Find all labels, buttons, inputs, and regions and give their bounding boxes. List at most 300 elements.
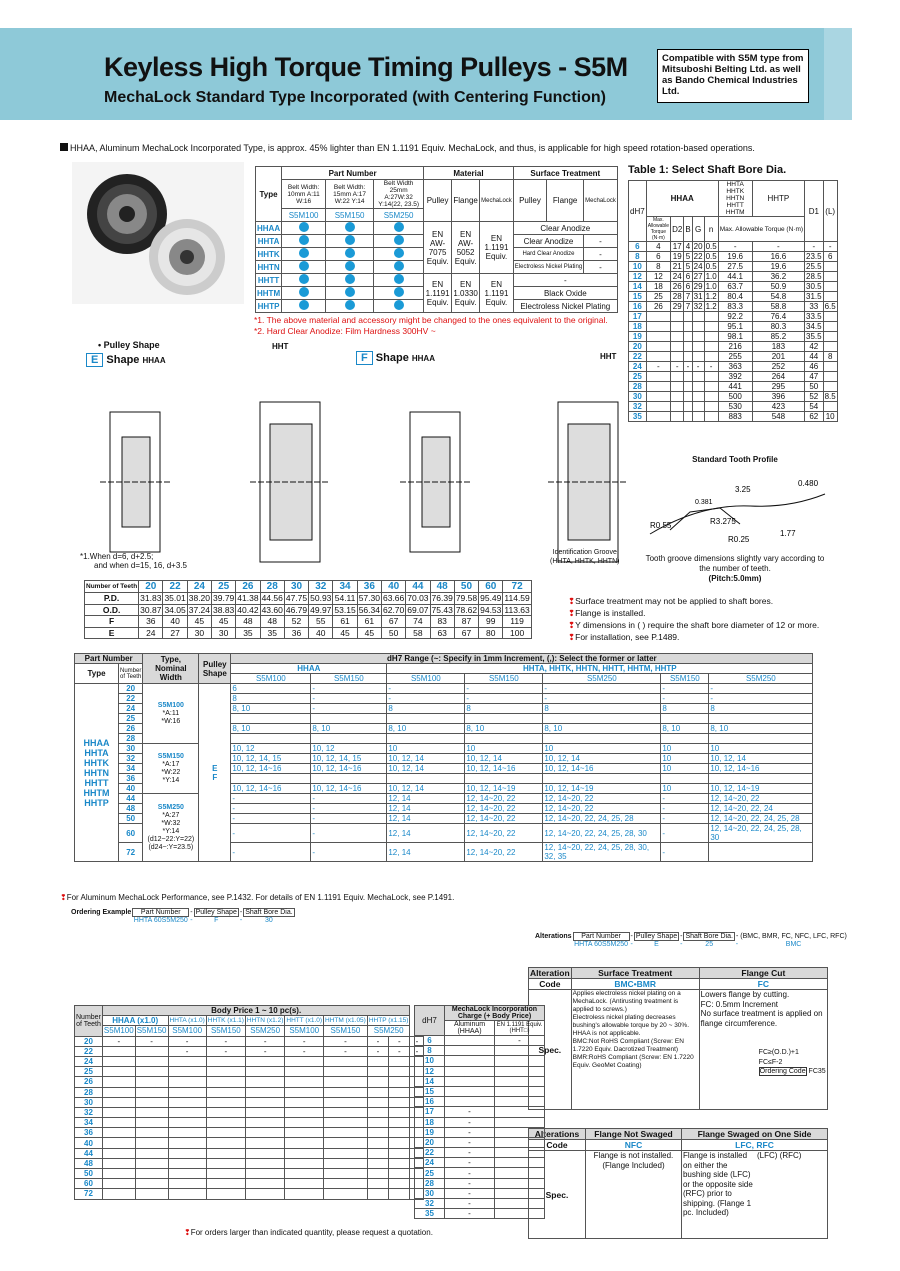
ml-al: - [445, 1158, 495, 1168]
available-dot-icon [345, 222, 355, 232]
t1-cell: 6 [685, 272, 691, 281]
teeth-row [85, 593, 532, 605]
big-cell [709, 734, 813, 744]
teeth-cell: 63 [430, 627, 454, 639]
ml-en [495, 1097, 545, 1107]
alt-sep: - [680, 933, 683, 940]
square-bullet-icon [60, 143, 68, 151]
altt-fc-2: FC: 0.5mm Increment [700, 999, 779, 1009]
altt2-h-alt: Alterations [529, 1129, 586, 1140]
altt-st-4: BMC:Not RoHS Compliant (Screw: EN 1.7220 Equiv. Dacrotized Treatment) [572, 1038, 684, 1053]
ml-al [445, 1097, 495, 1107]
bp-cell: - [367, 1036, 388, 1046]
bp-cell [245, 1189, 284, 1199]
t1-cell [671, 382, 684, 392]
ml-al: - [445, 1209, 495, 1219]
teeth-row-label: P.D. [85, 593, 139, 605]
teeth-cell: 36 [357, 581, 381, 593]
t1-h-hhtp: HHTP [752, 181, 804, 217]
teeth-cell: 25 [212, 581, 236, 593]
bp-teeth: 72 [75, 1189, 103, 1199]
t1-cell [671, 372, 684, 382]
t1-cell [823, 312, 837, 322]
t1-cell: 24 [671, 272, 684, 282]
t1-cell [823, 282, 837, 292]
t1-cell: 28 [671, 292, 684, 302]
id-groove-label: Identification Groove [552, 549, 617, 556]
big-cell: 10 [465, 744, 543, 754]
t1-cell: 500 [718, 392, 752, 402]
alt-v1: HHTA 60S5M250 [574, 941, 629, 948]
t1-cell [684, 382, 692, 392]
id-groove-types: (HHTA, HHTK, HHTN) [550, 558, 620, 565]
bp-cell [324, 1148, 368, 1158]
big-h-ps: Pulley Shape [199, 654, 231, 684]
alt-sep: - [735, 940, 739, 948]
teeth-cell: 72 [503, 581, 531, 593]
big-cell: 12, 14 [387, 794, 465, 804]
altt2-rfc: (RFC) [779, 1151, 802, 1160]
t1-cell: 30 [629, 392, 647, 402]
big-cell: 8 [231, 694, 311, 704]
big-h-100b: S5M100 [387, 674, 465, 684]
t1-cell: - [704, 362, 718, 372]
pn-h-pulley: Pulley [424, 180, 452, 222]
teeth-cell: 44.56 [261, 593, 283, 604]
teeth-cell: 50.93 [310, 593, 332, 604]
altt2-spec: Spec. [529, 1151, 586, 1239]
intro-text-body: HHAA, Aluminum MechaLock Incorporated Type, is approx. 45% lighter than EN 1.1191 Equiv. MechaLock, and thus, is applicable for high speed rotation-based operations. [70, 143, 755, 153]
big-cell: 8 [661, 704, 709, 714]
t1-cell: 392 [718, 372, 752, 382]
t1-cell: 80.4 [718, 292, 752, 302]
t1-cell: 19.6 [718, 252, 752, 262]
teeth-cell: 50 [381, 627, 405, 639]
big-width-line: *Y:14 [162, 827, 180, 835]
big-cell [311, 734, 387, 744]
t1-cell: 28.5 [806, 272, 822, 281]
bp-cell [324, 1179, 368, 1189]
teeth-cell: 44 [406, 581, 430, 593]
bp-cell [206, 1107, 245, 1117]
teeth-note-2-text: Flange is installed. [575, 608, 646, 618]
t1-cell [684, 412, 692, 422]
t1-cell: 33 [805, 302, 824, 312]
ml-d: 6 [415, 1036, 445, 1046]
t1-cell [646, 412, 670, 422]
t1-row [629, 372, 838, 382]
pn-mat-d: EN 1.1191 Equiv. [424, 274, 452, 313]
available-dot-icon [394, 261, 404, 271]
teeth-cell: 55 [309, 616, 333, 628]
ml-al [445, 1056, 495, 1066]
t1-cell: 20 [693, 242, 703, 251]
bp-cell [135, 1056, 168, 1066]
ordering-v2: F [214, 917, 219, 924]
bp-cell [168, 1148, 206, 1158]
t1-cell: 85.2 [752, 332, 804, 342]
available-dot-icon [345, 248, 355, 258]
teeth-cell: 119 [503, 616, 531, 628]
page-subtitle: MechaLock Standard Type Incorporated (with Centering Function) [104, 89, 606, 106]
t1-cell: 0.5 [705, 242, 717, 251]
teeth-cell: 20 [139, 581, 163, 593]
pn-dash: - [584, 261, 618, 274]
big-cell: 12, 14 [387, 824, 465, 843]
bp-c: S5M100 [168, 1026, 206, 1036]
pn-type: HHTP [256, 300, 282, 313]
pn-h-type: Type [256, 167, 282, 222]
alt-sep: - [680, 940, 683, 948]
big-cell: - [311, 684, 387, 694]
pn-h-flange: Flange [452, 180, 480, 222]
teeth-cell: 83 [430, 616, 454, 628]
teeth-cell: 113.63 [504, 604, 530, 615]
big-cell: 12, 14~20, 22, 24 [709, 804, 813, 814]
t1-cell: 35 [629, 412, 647, 422]
altt-fc-f2: FC≤F-2 [758, 1058, 783, 1066]
teeth-cell: 53.15 [334, 604, 356, 615]
teeth-dimension-table [84, 580, 532, 639]
t1-cell: - [692, 362, 704, 372]
bp-h-hhtn: HHTN (x1.2) [246, 1017, 284, 1025]
t1-cell: 1.2 [705, 302, 717, 311]
note-2: *2. Hard Clear Anodize: Film Hardness 300HV ~ [254, 326, 436, 336]
t1-row [629, 242, 838, 252]
teeth-cell: 49.97 [310, 604, 332, 615]
bp-cell [102, 1138, 135, 1148]
t1-cell [823, 362, 837, 372]
intro-text [60, 143, 755, 153]
pn-c1: S5M100 [282, 209, 326, 222]
t1-cell [704, 352, 718, 362]
t1-cell [646, 392, 670, 402]
bp-cell: - [389, 1046, 410, 1056]
big-cell: 12, 14~20, 22 [465, 804, 543, 814]
teeth-cell: 35 [236, 627, 260, 639]
t1-cell: 22 [693, 252, 703, 261]
bp-row [75, 1169, 424, 1179]
ml-row [415, 1086, 545, 1096]
bp-cell [389, 1056, 410, 1066]
ml-al [445, 1046, 495, 1056]
bp-teeth: 25 [75, 1067, 103, 1077]
bp-cell [245, 1077, 284, 1087]
bp-cell [389, 1148, 410, 1158]
bp-cell [102, 1189, 135, 1199]
bp-cell [367, 1179, 388, 1189]
available-dot-icon [394, 235, 404, 245]
bp-cell [168, 1056, 206, 1066]
teeth-cell: 70.03 [407, 593, 429, 604]
ml-al: - [445, 1148, 495, 1158]
available-dot-icon [345, 287, 355, 297]
pn-mat-c: EN 1.1191 Equiv. [480, 222, 514, 274]
t1-cell: 54 [805, 402, 824, 412]
ml-al: - [445, 1168, 495, 1178]
big-cell: 10, 12, 14~19 [465, 784, 543, 794]
big-cell: - [231, 814, 311, 824]
bp-cell: - [324, 1046, 368, 1056]
shaft-bore-table [628, 180, 838, 422]
t1-cell: 6 [629, 242, 647, 252]
bp-cell [168, 1189, 206, 1199]
t1-cell [704, 372, 718, 382]
t1-cell: 15 [629, 292, 647, 302]
big-cell: 10, 12, 14~16 [311, 784, 387, 794]
big-teeth: 72 [119, 843, 143, 862]
profile-pitch: (Pitch:5.0mm) [708, 574, 762, 583]
bp-teeth: 40 [75, 1138, 103, 1148]
big-cell: 12, 14~20, 22 [543, 804, 661, 814]
t1-cell: 25 [629, 372, 647, 382]
t1-cell [823, 332, 837, 342]
big-width-line: *Y:14 [162, 776, 180, 784]
t1-cell [823, 272, 837, 282]
bp-cell [135, 1189, 168, 1199]
big-cell: 10, 12, 14 [387, 764, 465, 774]
available-dot-icon [345, 300, 355, 310]
t1-cell: 4 [646, 242, 670, 252]
teeth-cell: 63.66 [382, 593, 405, 604]
big-row [75, 794, 813, 804]
ml-d: 14 [415, 1076, 445, 1086]
pn-h-mecha2: MechaLock [584, 180, 618, 222]
bp-teeth: 24 [75, 1056, 103, 1066]
shape-e-word: Shape [106, 354, 140, 366]
teeth-cell: 48 [430, 581, 454, 593]
big-width [143, 794, 199, 862]
t1-cell [692, 412, 704, 422]
pn-surf-5: Black Oxide [513, 287, 617, 300]
t1-cell: 10 [823, 412, 837, 422]
big-cell: - [661, 684, 709, 694]
big-cell: - [311, 843, 387, 862]
available-dot-icon [299, 274, 309, 284]
bp-row [75, 1179, 424, 1189]
bp-cell [324, 1169, 368, 1179]
big-h-hhaa: HHAA [231, 664, 387, 674]
bp-cell [102, 1158, 135, 1168]
ml-en [495, 1117, 545, 1127]
t1-h-b: B [684, 217, 692, 242]
bp-cell [168, 1087, 206, 1097]
ml-d: 15 [415, 1086, 445, 1096]
big-width-line: S5M100 [157, 701, 184, 709]
t1-cell: 63.7 [718, 282, 752, 292]
ml-en [495, 1086, 545, 1096]
ml-row [415, 1178, 545, 1188]
pn-mat-e: EN 1.0330 Equiv. [452, 274, 480, 313]
big-cell: 10, 12, 14~16 [465, 764, 543, 774]
pn-c2: S5M150 [326, 209, 374, 222]
ml-al [445, 1036, 495, 1046]
t1-cell [646, 382, 670, 392]
bp-cell [389, 1179, 410, 1189]
t1-cell: 4 [685, 242, 691, 251]
pn-h-surface: Surface Treatment [513, 167, 617, 180]
big-cell: 10, 12, 14, 15 [231, 754, 311, 764]
ml-row [415, 1097, 545, 1107]
pn-dash: - [513, 274, 617, 287]
teeth-note-2: ❢Flange is installed. [568, 608, 646, 618]
altt2-lfc: (LFC) [756, 1151, 778, 1160]
bp-cell [285, 1056, 324, 1066]
bp-cell [102, 1056, 135, 1066]
t1-h-torque: Max. Allowable Torque (N·m) [647, 217, 670, 241]
t1-h-hht: HHTA HHTK HHTN HHTT HHTM [718, 181, 752, 217]
bp-cell [389, 1169, 410, 1179]
ml-en [495, 1127, 545, 1137]
pn-type: HHTM [257, 288, 281, 298]
t1-cell [823, 382, 837, 392]
altt-st-1: Applies electroless nickel plating on a MechaLock. (Antirusting treatment is applied to screws.) [572, 990, 681, 1013]
t1-row [629, 322, 838, 332]
big-h-150b: S5M150 [465, 674, 543, 684]
t1-cell: 31.5 [806, 292, 822, 301]
teeth-cell: 24 [139, 627, 163, 639]
big-teeth: 24 [119, 704, 143, 714]
teeth-cell: 76.39 [431, 593, 453, 604]
t1-cell: 18 [646, 282, 670, 292]
bp-row [75, 1056, 424, 1066]
t1-cell: 46 [805, 362, 824, 372]
bp-teeth: 26 [75, 1077, 103, 1087]
teeth-cell: 39.79 [213, 593, 235, 604]
big-teeth: 32 [119, 754, 143, 764]
bp-cell [206, 1056, 245, 1066]
alterations-example [534, 932, 848, 948]
t1-cell: 1.0 [705, 282, 717, 291]
alt-v4: BMC [785, 940, 802, 948]
t1-cell [823, 342, 837, 352]
shape-f-box: F [356, 351, 373, 365]
t1-cell [671, 392, 684, 402]
footnote-quotation: ❢For orders larger than indicated quantity, please request a quotation. [184, 1228, 433, 1237]
ml-row [415, 1046, 545, 1056]
bp-cell [389, 1128, 410, 1138]
t1-cell: 6.5 [824, 302, 836, 311]
ml-al: - [445, 1107, 495, 1117]
bp-cell [206, 1128, 245, 1138]
pn-mat-a: EN AW-7075 Equiv. [424, 222, 452, 274]
pn-h-pulley2: Pulley [513, 180, 546, 222]
big-cell: 10, 12, 14 [387, 754, 465, 764]
ml-al: - [445, 1117, 495, 1127]
teeth-cell: 46.79 [285, 604, 308, 615]
product-photo [72, 162, 244, 304]
t1-cell [692, 312, 704, 322]
available-dot-icon [394, 287, 404, 297]
bp-teeth: 50 [75, 1169, 103, 1179]
bp-cell [285, 1118, 324, 1128]
t1-cell [692, 392, 704, 402]
footnote-performance: ❢For Aluminum MechaLock Performance, see P.1432. For details of EN 1.1191 Equiv. MechaLock, see P.1491. [60, 893, 455, 902]
big-cell: - [543, 684, 661, 694]
t1-cell: 32 [629, 402, 647, 412]
t1-cell: 1.0 [705, 272, 717, 281]
ml-row [415, 1117, 545, 1127]
bp-cell [285, 1158, 324, 1168]
alt-h-pn: Part Number [573, 933, 629, 941]
teeth-cell: 31.83 [140, 593, 162, 604]
ml-row [415, 1209, 545, 1219]
big-cell: - [311, 694, 387, 704]
alt-sep: - [630, 933, 633, 940]
t1-cell: 12 [646, 272, 670, 282]
bp-teeth: 20 [75, 1036, 103, 1046]
big-cell: 12, 14~20, 22 [465, 824, 543, 843]
t1-cell: 26 [646, 302, 670, 312]
t1-cell [646, 312, 670, 322]
ordering-table [70, 908, 295, 924]
alt-v2: E [654, 941, 659, 948]
bp-cell [135, 1107, 168, 1117]
bp-row [75, 1107, 424, 1117]
bp-cell [135, 1169, 168, 1179]
pn-type: HHTT [256, 274, 282, 287]
pn-type: HHAA [257, 223, 281, 233]
bp-cell [168, 1169, 206, 1179]
ml-d: 24 [415, 1158, 445, 1168]
bore-range-table [74, 653, 813, 862]
t1-cell: 548 [752, 412, 804, 422]
teeth-row [85, 581, 532, 593]
available-dot-icon [394, 300, 404, 310]
alt-sep: - [630, 940, 633, 948]
bore-note [80, 552, 187, 570]
bp-cell [245, 1118, 284, 1128]
bp-cell [324, 1077, 368, 1087]
teeth-cell: 67 [381, 616, 405, 628]
bp-cell [102, 1087, 135, 1097]
bp-cell [367, 1067, 388, 1077]
ml-en [495, 1178, 545, 1188]
altt-st-5: BMR:RoHS Compliant (Screw: EN 1.7220 Equiv. GeoMet Coating) [572, 1054, 694, 1069]
teeth-cell: 57.30 [358, 593, 380, 604]
big-cell: - [661, 814, 709, 824]
t1-cell: 26 [671, 282, 684, 292]
big-cell: 10 [387, 744, 465, 754]
bore-note-1: *1.When d=6, d+2.5; [80, 552, 154, 561]
teeth-row-label: E [85, 627, 139, 639]
big-cell [543, 734, 661, 744]
t1-cell [704, 342, 718, 352]
t1-cell: 6 [823, 252, 837, 262]
t1-cell: 0.5 [705, 252, 717, 261]
t1-cell: 252 [752, 362, 804, 372]
big-cell: 10, 12, 14 [465, 754, 543, 764]
footnote-quotation-text: For orders larger than indicated quantity, please request a quotation. [190, 1228, 433, 1237]
bp-teeth: 36 [75, 1128, 103, 1138]
bp-cell [324, 1128, 368, 1138]
t1-row [629, 292, 838, 302]
available-dot-icon [299, 235, 309, 245]
t1-cell [692, 332, 704, 342]
bp-cell [135, 1128, 168, 1138]
big-teeth: 40 [119, 784, 143, 794]
teeth-cell: 35.01 [164, 593, 186, 604]
bp-cell [102, 1046, 135, 1056]
t1-cell: 52 [805, 392, 824, 402]
teeth-cell: 56.34 [358, 604, 380, 615]
teeth-cell: 24 [187, 581, 211, 593]
ml-d: 18 [415, 1117, 445, 1127]
teeth-cell: 45 [333, 627, 357, 639]
bp-cell [367, 1158, 388, 1168]
big-cell: 12, 14 [387, 804, 465, 814]
bp-cell: - [410, 1036, 424, 1046]
